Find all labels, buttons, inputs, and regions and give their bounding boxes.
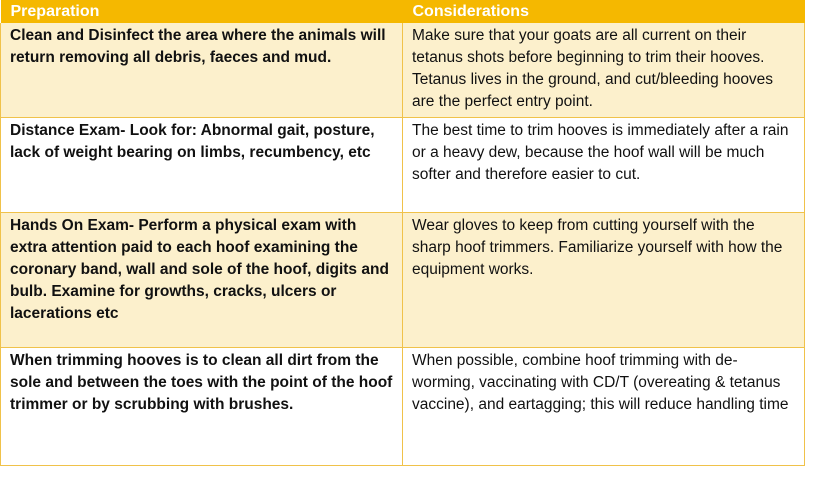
- preparation-cell: Clean and Disinfect the area where the animals will return removing all debris, faeces and mud.: [1, 23, 403, 118]
- considerations-cell: The best time to trim hooves is immediately after a rain or a heavy dew, because the hoof wall will be much softer and therefore easier to cut.: [403, 118, 805, 213]
- header-preparation: Preparation: [1, 0, 403, 23]
- preparation-cell: Distance Exam- Look for: Abnormal gait, posture, lack of weight bearing on limbs, recumbency, etc: [1, 118, 403, 213]
- header-considerations: Considerations: [403, 0, 805, 23]
- table-row: [1, 118, 805, 213]
- preparation-cell: When trimming hooves is to clean all dirt from the sole and between the toes with the point of the hoof trimmer or by scrubbing with brushes.: [1, 348, 403, 466]
- table-header-row: [1, 0, 805, 23]
- considerations-cell: Wear gloves to keep from cutting yourself with the sharp hoof trimmers. Familiarize yourself with how the equipment works.: [403, 213, 805, 348]
- table-row: [1, 348, 805, 466]
- considerations-cell: Make sure that your goats are all current on their tetanus shots before beginning to trim their hooves. Tetanus lives in the ground, and cut/bleeding hooves are the perfect entry point.: [403, 23, 805, 118]
- considerations-cell: When possible, combine hoof trimming with de-worming, vaccinating with CD/T (overeating & tetanus vaccine), and eartagging; this will reduce handling time: [403, 348, 805, 466]
- table-row: [1, 213, 805, 348]
- table-row: [1, 23, 805, 118]
- preparation-cell: Hands On Exam- Perform a physical exam with extra attention paid to each hoof examining the coronary band, wall and sole of the hoof, digits and bulb. Examine for growths, cracks, ulcers or lacerations etc: [1, 213, 403, 348]
